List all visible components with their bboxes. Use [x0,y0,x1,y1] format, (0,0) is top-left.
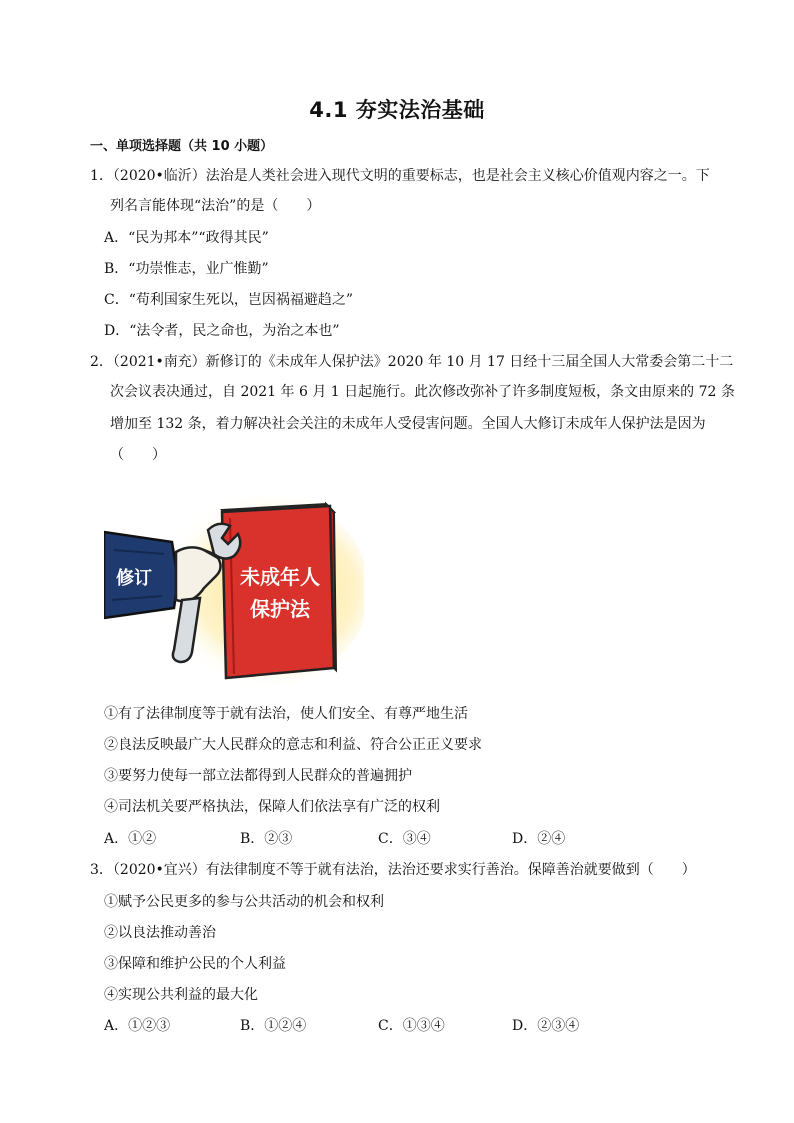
q3-choice-a: A．①②③ [104,1018,171,1034]
page-title: 4.1 夯实法治基础 [309,98,485,122]
q3-choice-b: B．①②④ [240,1018,307,1034]
q3-statement-4: ④实现公共利益的最大化 [104,987,258,1003]
q1-option-c: C．“苟利国家生死以，岂因祸福避趋之” [104,292,354,308]
q2-stem-line-3: 增加至 132 条，着力解决社会关注的未成年人受侵害问题。全国人大修订未成年人保护法是因为 [110,416,706,432]
q1-option-b: B．“功崇惟志，业广惟勤” [104,261,269,277]
book-title-line-1: 未成年人 [240,565,320,589]
q2-choice-b: B．②③ [240,831,293,847]
section-heading: 一、单项选择题（共 10 小题） [90,139,274,154]
q2-statement-3: ③要努力使每一部立法都得到人民群众的普遍拥护 [104,768,412,784]
q3-choice-d: D．②③④ [512,1018,580,1034]
q3-statement-3: ③保障和维护公民的个人利益 [104,956,286,972]
q1-option-a: A．“民为邦本”“政得其民” [104,230,269,246]
q1-stem-line-2: 列名言能体现“法治”的是（ ） [110,198,321,214]
q2-stem-line-4: （ ） [110,447,166,463]
q2-stem-line-1: 2．（2021•南充）新修订的《未成年人保护法》2020 年 10 月 17 日经十三届全国人大常委会第二十二 [90,354,734,370]
q2-statement-2: ②良法反映最广大人民群众的意志和利益、符合公正正义要求 [104,737,482,753]
q2-choice-a: A．①② [104,831,157,847]
q2-stem-line-2: 次会议表决通过，自 2021 年 6 月 1 日起施行。此次修改弥补了许多制度短板，条文由原来的 72 条 [110,384,735,400]
q3-choice-c: C．①③④ [378,1018,445,1034]
q1-stem-line-1: 1．（2020•临沂）法治是人类社会进入现代文明的重要标志，也是社会主义核心价值观内容之一。下 [90,168,710,184]
q1-option-d: D．“法令者，民之命也，为治之本也” [104,323,340,339]
q2-statement-1: ①有了法律制度等于就有法治，使人们安全、有尊严地生活 [104,706,468,722]
q3-stem-line-1: 3．（2020•宜兴）有法律制度不等于就有法治，法治还要求实行善治。保障善治就要做到（ ） [90,862,696,878]
q2-choice-c: C．③④ [378,831,431,847]
q2-choice-d: D．②④ [512,831,566,847]
q3-statement-2: ②以良法推动善治 [104,925,216,941]
law-revision-illustration [104,490,364,690]
sleeve-label: 修订 [116,568,152,589]
book-icon [222,504,336,678]
book-title-line-2: 保护法 [250,597,310,621]
q2-statement-4: ④司法机关要严格执法，保障人们依法享有广泛的权利 [104,799,440,815]
q3-statement-1: ①赋予公民更多的参与公共活动的机会和权利 [104,894,384,910]
